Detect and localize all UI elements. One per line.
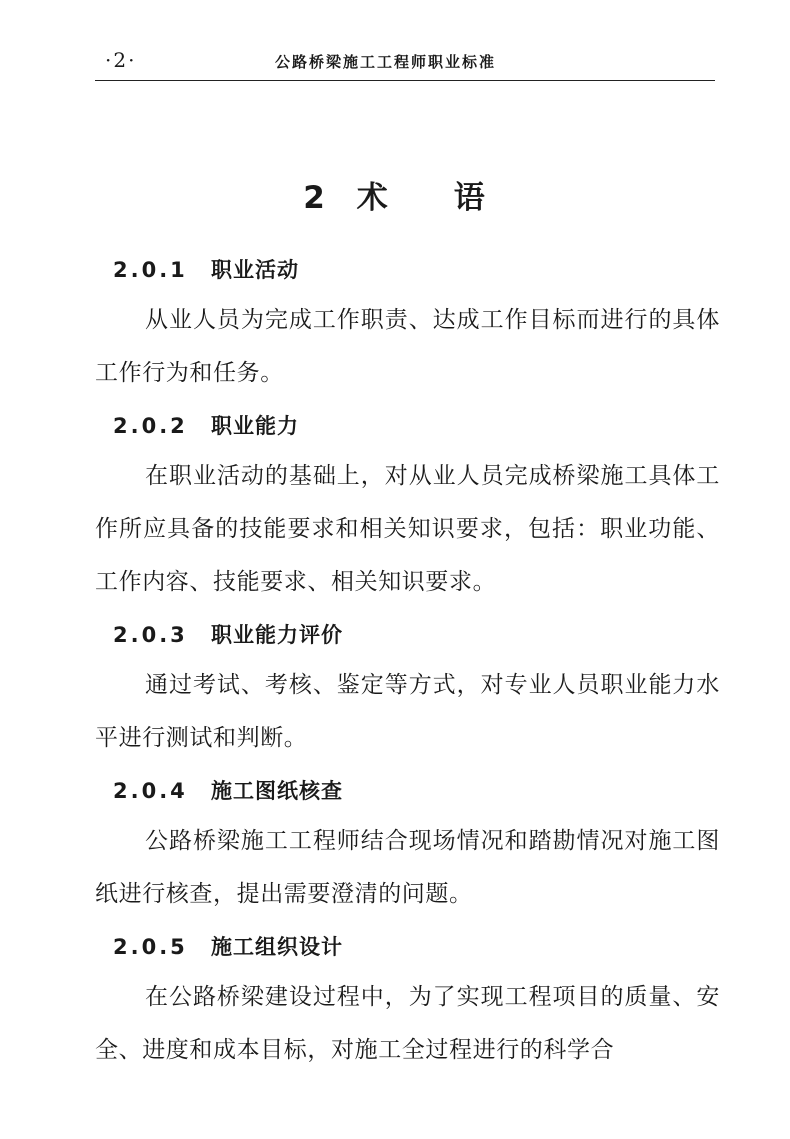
term-heading xyxy=(95,252,720,288)
term-2-0-4 xyxy=(95,773,720,921)
term-number: 2.0.3 xyxy=(113,623,188,647)
term-definition: 从业人员为完成工作职责、达成工作目标而进行的具体工作行为和任务。 xyxy=(95,307,720,386)
chapter-title-char-1: 术 xyxy=(356,180,390,216)
running-title: 公路桥梁施工工程师职业标准 xyxy=(275,53,497,71)
term-number: 2.0.1 xyxy=(113,258,188,282)
chapter-title-char-2: 语 xyxy=(453,180,487,216)
term-heading xyxy=(95,773,720,809)
chapter-title xyxy=(0,172,790,217)
term-2-0-3 xyxy=(95,617,720,765)
term-title: 施工组织设计 xyxy=(211,935,343,959)
term-definition: 公路桥梁施工工程师结合现场情况和踏勘情况对施工图纸进行核查，提出需要澄清的问题。 xyxy=(95,828,720,907)
term-number: 2.0.5 xyxy=(113,935,188,959)
term-2-0-2 xyxy=(95,408,720,609)
term-title: 职业活动 xyxy=(211,258,299,282)
term-title: 施工图纸核查 xyxy=(211,779,343,803)
term-2-0-1 xyxy=(95,252,720,400)
page-header xyxy=(95,46,715,81)
term-definition: 在职业活动的基础上，对从业人员完成桥梁施工具体工作所应具备的技能要求和相关知识要求，包括：职业功能、工作内容、技能要求、相关知识要求。 xyxy=(95,463,720,595)
term-number: 2.0.2 xyxy=(113,414,188,438)
term-title: 职业能力评价 xyxy=(211,623,343,647)
term-number: 2.0.4 xyxy=(113,779,188,803)
term-definition: 通过考试、考核、鉴定等方式，对专业人员职业能力水平进行测试和判断。 xyxy=(95,672,720,751)
term-heading xyxy=(95,617,720,653)
chapter-number: 2 xyxy=(303,180,327,216)
terms-list xyxy=(95,252,720,1085)
term-heading xyxy=(95,929,720,965)
term-heading xyxy=(95,408,720,444)
term-2-0-5 xyxy=(95,929,720,1077)
term-title: 职业能力 xyxy=(211,414,299,438)
page-number: ·2· xyxy=(105,48,137,72)
term-definition: 在公路桥梁建设过程中，为了实现工程项目的质量、安全、进度和成本目标，对施工全过程进行的科学合 xyxy=(95,984,720,1063)
